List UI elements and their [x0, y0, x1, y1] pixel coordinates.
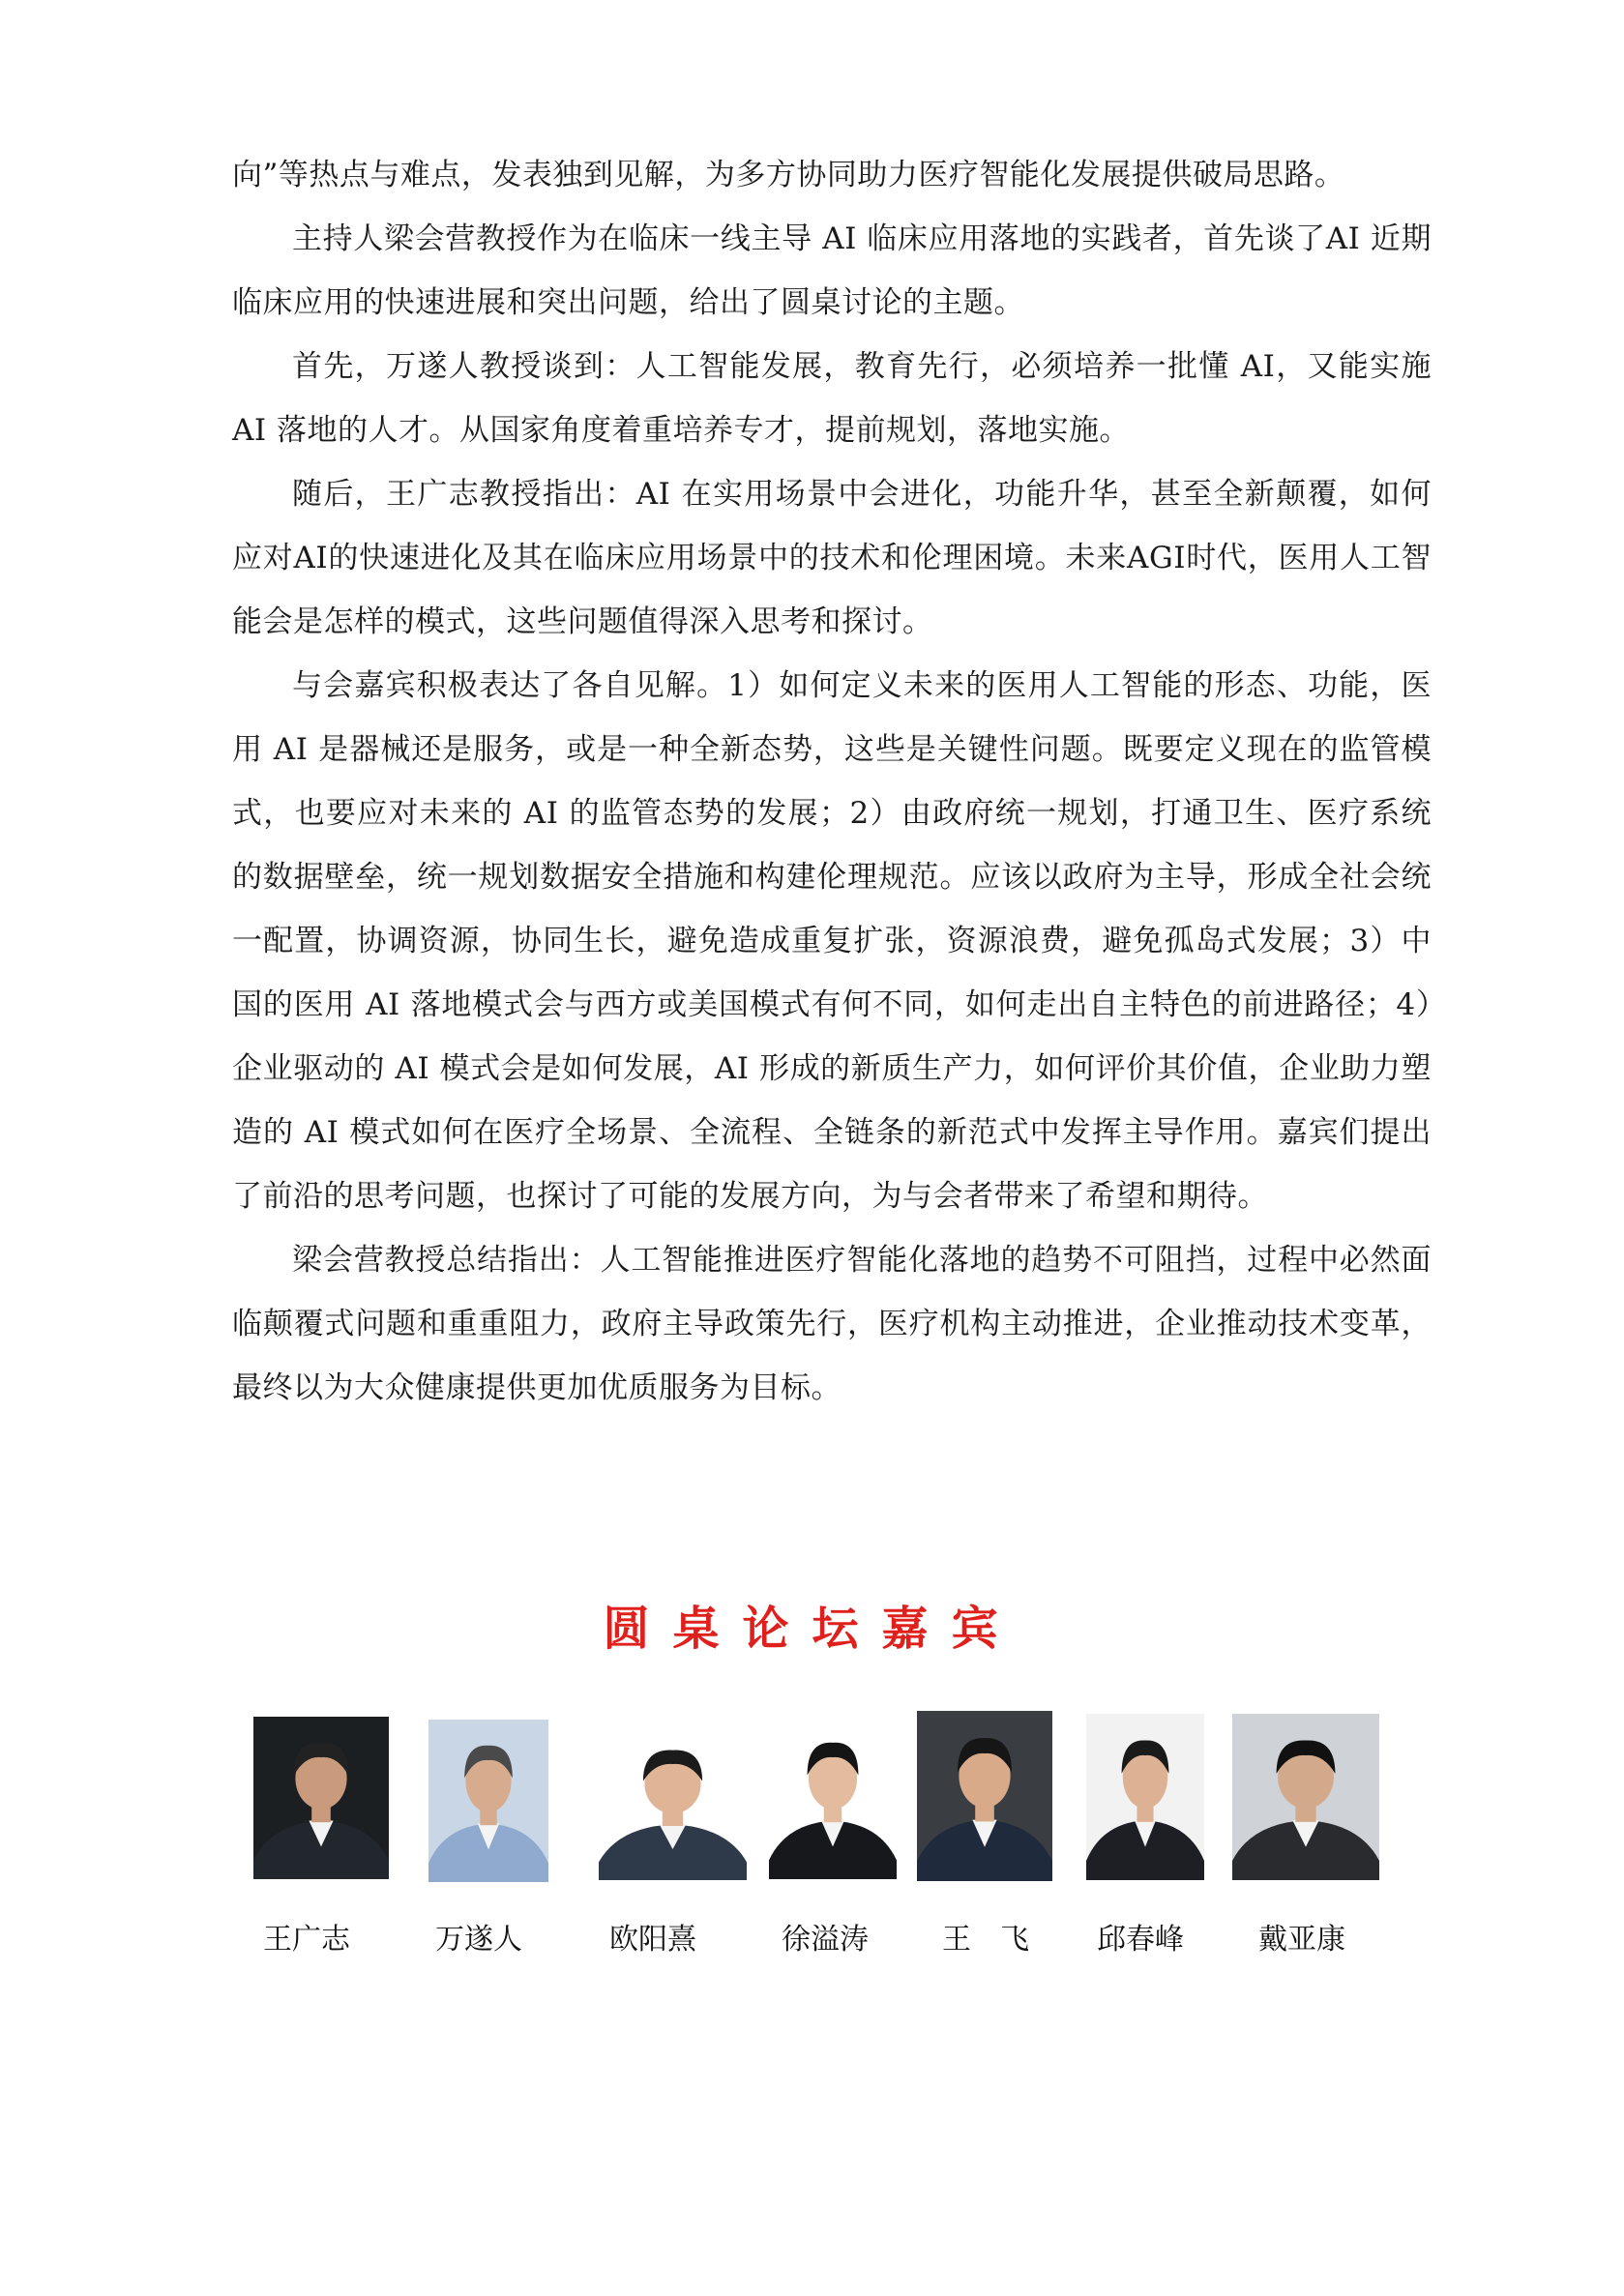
- portrait-image: [769, 1717, 897, 1879]
- article-body: [232, 143, 1432, 1420]
- paragraph: 主持人梁会营教授作为在临床一线主导 AI 临床应用落地的实践者，首先谈了AI 近期临床应用的快速进展和突出问题，给出了圆桌讨论的主题。: [232, 221, 1432, 320]
- portrait-image: [599, 1725, 747, 1880]
- guest-photo: [428, 1720, 548, 1882]
- guest-photo: [917, 1711, 1052, 1881]
- guest-photo: [769, 1717, 897, 1879]
- paragraph: 随后，王广志教授指出：AI 在实用场景中会进化，功能升华，甚至全新颠覆，如何应对AI的快速进化及其在临床应用场景中的技术和伦理困境。未来AGI时代，医用人工智能会是怎样的模式，这些问题值得深入思考和探讨。: [232, 477, 1432, 639]
- paragraph: 向”等热点与难点，发表独到见解，为多方协同助力医疗智能化发展提供破局思路。: [232, 158, 1345, 192]
- guest-photo: [1086, 1714, 1204, 1880]
- portrait-image: [253, 1717, 389, 1879]
- guest-name: 万遂人: [435, 1923, 522, 1957]
- guest-name: 徐溢涛: [782, 1923, 869, 1957]
- guest-name: 邱春峰: [1097, 1923, 1184, 1957]
- section-title: 圆桌论坛嘉宾: [603, 1602, 1021, 1656]
- portrait-image: [1232, 1714, 1379, 1880]
- paragraph: 梁会营教授总结指出：人工智能推进医疗智能化落地的趋势不可阻挡，过程中必然面临颠覆式问题和重重阻力，政府主导政策先行，医疗机构主动推进，企业推动技术变革，最终以为大众健康提供更加优质服务为目标。: [232, 1243, 1432, 1405]
- guest-name: 王 飞: [942, 1923, 1029, 1957]
- portrait-image: [1086, 1714, 1204, 1880]
- guest-name: 戴亚康: [1258, 1923, 1345, 1957]
- guest-photo: [599, 1725, 747, 1880]
- guest-photo: [253, 1717, 389, 1879]
- portrait-image: [917, 1711, 1052, 1881]
- guest-photo: [1232, 1714, 1379, 1880]
- paragraph: 首先，万遂人教授谈到：人工智能发展，教育先行，必须培养一批懂 AI，又能实施 AI 落地的人才。从国家角度着重培养专才，提前规划，落地实施。: [232, 349, 1432, 448]
- guest-name: 欧阳熹: [609, 1923, 696, 1957]
- portrait-image: [428, 1720, 548, 1882]
- guest-name: 王广志: [263, 1923, 350, 1957]
- paragraph: 与会嘉宾积极表达了各自见解。1）如何定义未来的医用人工智能的形态、功能，医用 AI 是器械还是服务，或是一种全新态势，这些是关键性问题。既要定义现在的监管模式，也要应对未来的 AI 的监管态势的发展；2）由政府统一规划，打通卫生、医疗系统的数据壁垒，统一规划数据安全措施和构建伦理规范。应该以政府为主导，形成全社会统一配置，协调资源，协同生长，避免造成重复扩张，资源浪费，避免孤岛式发展；3）中国的医用 AI 落地模式会与西方或美国模式有何不同，如何走出自主特色的前进路径；4）企业驱动的 AI 模式会是如何发展，AI 形成的新质生产力，如何评价其价值，企业助力塑造的 AI 模式如何在医疗全场景、全流程、全链条的新范式中发挥主导作用。嘉宾们提出了前沿的思考问题，也探讨了可能的发展方向，为与会者带来了希望和期待。: [232, 668, 1432, 1214]
